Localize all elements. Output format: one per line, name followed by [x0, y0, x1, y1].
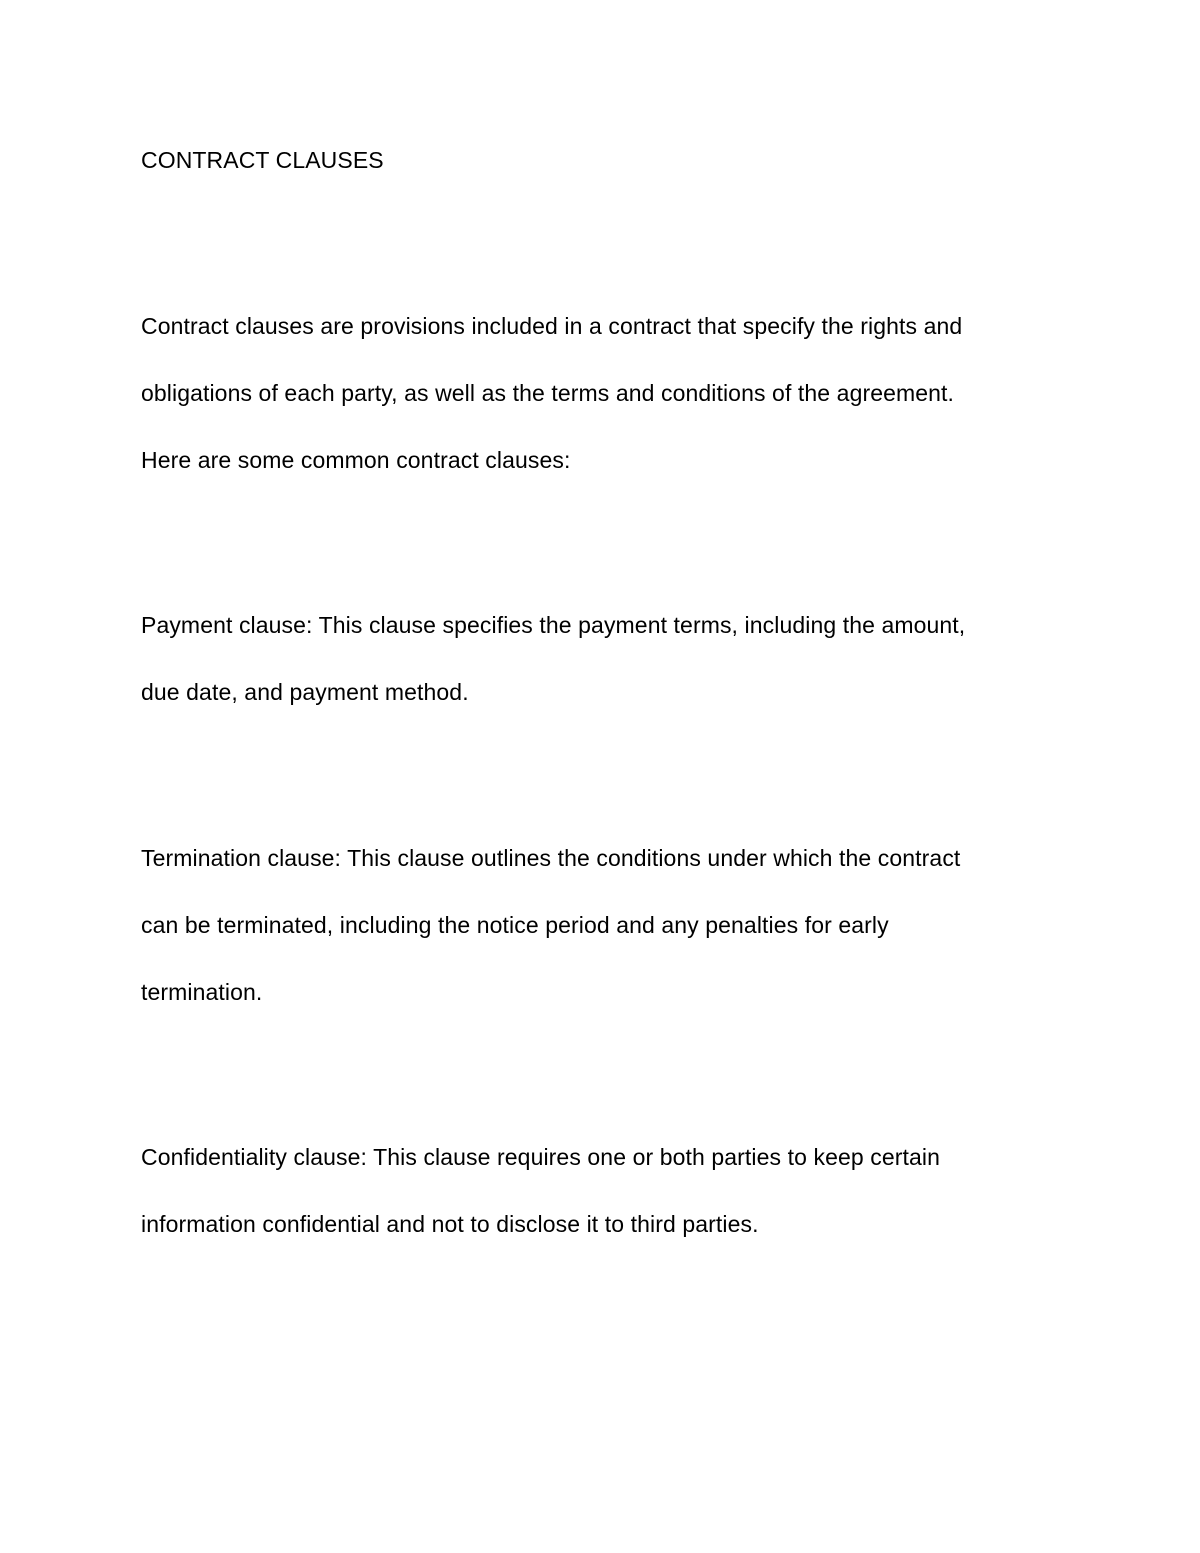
document-title: CONTRACT CLAUSES: [141, 147, 384, 173]
paragraph-line: due date, and payment method.: [141, 679, 469, 705]
paragraph-line: Termination clause: This clause outlines the conditions under which the contract: [141, 845, 961, 871]
paragraph-line: Payment clause: This clause specifies the payment terms, including the amount,: [141, 612, 966, 638]
paragraph-line: Confidentiality clause: This clause requires one or both parties to keep certain: [141, 1144, 940, 1170]
paragraph-line: Here are some common contract clauses:: [141, 447, 571, 473]
paragraph-line: can be terminated, including the notice period and any penalties for early: [141, 912, 889, 938]
paragraph-line: termination.: [141, 979, 263, 1005]
paragraph-line: obligations of each party, as well as the terms and conditions of the agreement.: [141, 380, 955, 406]
paragraph-line: information confidential and not to disclose it to third parties.: [141, 1211, 759, 1237]
paragraph-line: Contract clauses are provisions included in a contract that specify the rights and: [141, 313, 963, 339]
